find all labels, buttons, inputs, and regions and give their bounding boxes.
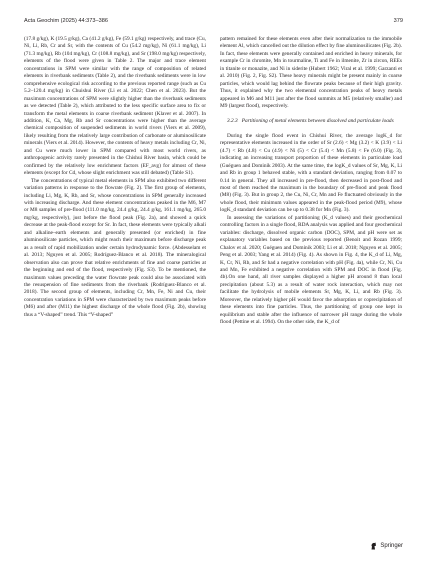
springer-horse-icon xyxy=(370,542,377,550)
section-title: Partitioning of metal elements between dissolved and particulate loads xyxy=(241,117,394,124)
journal-citation: Acta Geochim (2025) 44:373–386 xyxy=(24,18,108,24)
section-heading xyxy=(220,118,402,125)
paragraph: During the single flood event in Chishui River, the average logK_d for representative elements increased in the order of Sr (2.6) < Mg (3.2) < K (3.9) < Li (4.7) < Rb (4.8) < Cu (4.9) < Ni (5) < Cr (5.4) < Mn (5.8) < Fe (6.0) (Fig. 3), indicating an increasing transport proportion of these elements in particulate load (Guéguen and Dominik 2003). At the same time, the logK_d values of Sr, Mg, K, Li and Rb in group 1 behaved stable, with a standard deviation, ranging from 0.07 to 0.14 in general. They all increased in pre-flood, then decreased in post-flood and most of them reached the maximum in the boundary of pre-flood and peak flood (M8) (Fig. 3). But in group 2, the Cu, Ni, Cr, Mn and Fe fluctuated obviously in the whole flood, their minimum values appeared in the peak-flood period (M9), whose logK_d standard deviation can be up to 0.38 for Mn (Fig. 3). xyxy=(220,132,402,214)
paragraph: The concentrations of typical metal elements in SPM also exhibited two different variation patterns in response to the flowrate (Fig. 2). The first group of elements, including Li, Mg, K, Rb, and Sr, whose concentrations in SPM generally increased with increasing discharge. And these element concentrations peaked in the M6, M7 or M8 samples of pre-flood (111.0 mg/kg, 24.4 g/kg, 24.4 g/kg, 161.1 mg/kg, 265.0 mg/kg, respectively), just before the flood peak (Fig. 2a), and showed a quick decrease at the peak-flood except for Sr. In fact, these elements were typically alkali and alkaline–earth elements and generally presented (or enriched) in fine aluminosilicate particles, which might reach their maximum before discharge peak as a result of rapid mobilization under certain hydrodynamic force. (Abdesselam et al. 2013; Nguyen et al. 2005; Rodríguez-Blanco et al. 2018). The mineralogical observation also can prove that relative enrichments of fine and coarse particles at the beginning and end of the flood, respectively (Fig. S3). To be mentioned, the maximum values preceding the water flowrate peak could also be associated with the resuspension of fine sediments from the riverbank (Rodríguez-Blanco et al. 2018). The second group of elements, including Cr, Mn, Fe, Ni and Cu, their concentration variations in SPM were characterized by two maximum peaks before (M6) and after (M11) the highest discharge of the whole flood (Fig. 2b), showing thus a “V-shaped” trend. This “V-shaped” xyxy=(24,177,206,318)
paragraph: pattern remained for these elements even after their normalization to the immobile element Al, which cancelled out the dilution effect by fine aluminosilicates (Fig. 2b). In fact, these elements were generally contained and enriched in heavy minerals, for example Cr in chromite, Mn in tourmaline, Ti and Fe in ilmenite, Zr in zircon, REEs in titanite or monazite, and Ni in siderite (Hubert 1962; Viral et al. 1999; Garzanti et al. 2010) (Fig. 2, Fig. S2). These heavy minerals might be present mainly in coarse particles, which would lag behind the flowrate peaks because of their high gravity. Thus, it explained why the two elemental concentration peaks of heavy metals appeared in M6 and M11 just after the flood summits at M5 (relatively smaller) and M9 (largest flood), respectively. xyxy=(220,36,402,110)
publisher-footer xyxy=(370,542,403,550)
publisher-name: Springer xyxy=(380,543,403,549)
page-header xyxy=(24,18,403,28)
right-column xyxy=(220,36,402,327)
section-number: 3.2.3 xyxy=(227,117,238,124)
paragraph: In assessing the variations of partitioning (K_d values) and their geochemical controlling factors in a single flood, RDA analysis was applied and four geochemical variables: discharge, dissolved organic carbon (DOC), SPM, and pH were set as explanatory variables based on the previous reported (Benoit and Rozan 1999; Chalov et al. 2020; Guéguen and Dominik 2003; Li et al. 2018; Nguyen et al. 2005; Peng et al. 2003; Yang et al. 2014) (Fig. 4). As shown in Fig. 4, the K_d of Li, Mg, K, Cr, Ni, Rb, and Sr had a negative correlation with pH (Fig. 4a), while Cr, Ni, Cu and Mn, Fe exhibited a negative correlation with SPM and DOC in flood (Fig. 4b).On one hand, all river samples displayed a higher pH around 8 than local precipitation (about 5.3) as a result of water rock interaction, which may not facilitate the hydrolysis of mobile elements Sr, Mg, K, Li, and Rb (Fig. 3). Moreover, the relatively higher pH would favor the adsorption or coprecipitation of these elements into fine particles. Thus, the partitioning of group one kept in equilibrium and stable after the influence of narrower pH range during the whole flood (Pettine et al. 1994). On the other side, the K_d of xyxy=(220,214,402,326)
left-column xyxy=(24,36,206,319)
page-number: 379 xyxy=(393,18,403,24)
paragraph: (17.8 g/kg), K (19.5 g/kg), Ca (41.2 g/kg), Fe (59.1 g/kg) respectively, and trace (Cu, Ni, Li, Rb, Cr and Sr, with the contents of Cu (54.2 mg/kg), Ni (61.1 mg/kg), Li (71.3 mg/kg), Rb (104 mg/kg), Cr (108.8 mg/kg), and Sr (198.0 mg/kg) respectively, elements of the flood were given in Table 2. The major and trace element concentrations in SPM were similar with the range of composition of related elements in riverbank sediments (Table 2), and the riverbank sediments were in low comprehensive ecological risk according to the previous reported range (such as Cu 5.2–120.4 mg/kg) in Chuishui River (Li et al. 2022; Chen et al. 2023). But the maximum concentrations of SPM were slightly higher than the riverbank sediments as we detected (Table 2), which attributed to the less specific surface area to fix or transform the metal elements in coarse riverbank sediment (Klaver et al. 2007). In addition, K, Ca, Mg, Rb and Sr concentrations were higher than the average chemical composition of suspended sediments in world rivers (Viers et al. 2009), likely resulting from the relatively large contribution of carbonate or aluminosilicate minerals (Viers et al. 2014). However, the contents of heavy metals including Cr, Ni, and Cu were much lower in SPM compared with most world rivers, as anthropogenic activity rarely presented in the Chishui River basin, which could be confirmed by the relatively low enrichment factors (EF_avg) for almost of these elements (except for Cd, whose slight enrichment was still debated) (Table S1). xyxy=(24,36,206,177)
